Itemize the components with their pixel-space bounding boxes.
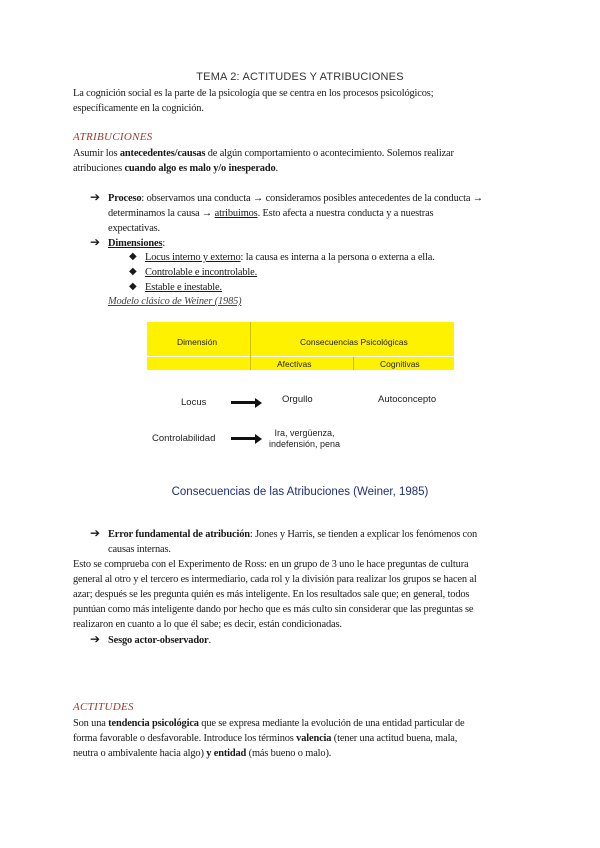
text-run: . Esto afecta a nuestra conducta y a nuestras	[257, 208, 434, 219]
text-run: de algún comportamiento o acontecimiento. Solemos realizar	[205, 148, 454, 159]
row-controlabilidad-afectiva	[257, 428, 352, 450]
dimension-item-estable: Estable e inestable.	[145, 282, 222, 293]
page-title: TEMA 2: ACTITUDES Y ATRIBUCIONES	[196, 71, 404, 83]
text-run: .	[208, 635, 211, 646]
actitudes-line-3	[73, 746, 331, 761]
text-run: Asumir los	[73, 148, 120, 159]
header-dimension: Dimensión	[177, 337, 218, 347]
text-run: :	[162, 238, 166, 249]
bold-term: tendencia psicológica	[108, 718, 199, 729]
ross-line-3: azar; después se les pregunta quién es más inteligente. En los resultados sale que; en general, todos	[73, 589, 470, 600]
arrow-bullet-icon: ➔	[90, 632, 101, 646]
bold-term: Dimensiones	[108, 238, 163, 249]
error-line-1	[108, 527, 477, 542]
ross-line-5: realizaron en cuanto a lo que él sabe; es decir, están condicionadas.	[73, 619, 342, 630]
bold-term: y entidad	[206, 748, 247, 759]
text-run: : Jones y Harris, se tienden a explicar los fenómenos con	[249, 529, 478, 540]
bold-term: Proceso	[108, 193, 142, 204]
right-arrow-icon	[231, 437, 257, 440]
section-heading-actitudes: ACTITUDES	[73, 701, 134, 713]
section-heading-atribuciones: ATRIBUCIONES	[73, 131, 153, 143]
atribuciones-paragraph-line-2	[73, 161, 278, 176]
arrow-bullet-icon: ➔	[90, 526, 101, 540]
header-cognitivas: Cognitivas	[380, 359, 420, 369]
right-arrow-icon	[231, 401, 257, 404]
text-run: que se expresa mediante la evolución de una entidad particular de	[198, 718, 465, 729]
intro-line-2: específicamente en la cognición.	[73, 103, 204, 114]
figure-divider	[353, 357, 354, 370]
text-run: : la causa es interna a la persona o externa a ella.	[240, 252, 435, 263]
diamond-bullet-icon: ◆	[129, 281, 137, 292]
proceso-line-3: expectativas.	[108, 223, 160, 234]
text-line: Ira, vergüenza,	[274, 428, 335, 438]
actitudes-line-2	[73, 731, 457, 746]
text-run: (tener una actitud buena, mala,	[331, 733, 458, 744]
dimension-item-controlable: Controlable e incontrolable.	[145, 267, 258, 278]
text-run: : observamos una conducta → consideramos posibles antecedentes de la conducta →	[141, 193, 484, 204]
arrow-bullet-icon: ➔	[90, 235, 101, 249]
text-run: (más bueno o malo).	[246, 748, 332, 759]
dimension-item-locus	[145, 250, 435, 265]
atribuciones-paragraph-line-1	[73, 146, 454, 161]
proceso-line-1	[108, 191, 483, 206]
text-run: .	[275, 163, 278, 174]
ross-line-4: puntúan como más inteligente dando por hecho que es más culto sin considerar que las preguntas se	[73, 604, 474, 615]
proceso-line-2	[108, 206, 433, 221]
text-run: forma favorable o desfavorable. Introduce los términos	[73, 733, 297, 744]
bold-term: cuando algo es malo y/o inesperado	[124, 163, 276, 174]
ross-line-2: general al otro y el tercero es intermediario, cada rol y la división para realizar los grupos se hacen al	[73, 574, 477, 585]
figure-caption: Consecuencias de las Atribuciones (Weiner, 1985)	[171, 486, 429, 498]
error-line-2: causas internas.	[108, 544, 171, 555]
bold-term: valencia	[296, 733, 332, 744]
text-run: neutra o ambivalente hacia algo)	[73, 748, 207, 759]
figure-divider	[250, 322, 251, 370]
diamond-bullet-icon: ◆	[129, 251, 137, 262]
text-run: determinamos la causa →	[108, 208, 215, 219]
model-reference: Modelo clásico de Weiner (1985)	[108, 296, 242, 307]
row-label-locus: Locus	[181, 397, 207, 408]
sesgo-line	[108, 633, 211, 648]
row-locus-cognitiva: Autoconcepto	[378, 394, 437, 405]
text-line: indefensión, pena	[268, 439, 341, 449]
header-consecuencias: Consecuencias Psicológicas	[300, 337, 408, 347]
actitudes-line-1	[73, 716, 464, 731]
text-run: atribuciones	[73, 163, 125, 174]
row-label-controlabilidad: Controlabilidad	[152, 433, 216, 444]
arrow-bullet-icon: ➔	[90, 190, 101, 204]
underlined-term: atribuimos	[214, 208, 258, 219]
bold-term: Error fundamental de atribución	[108, 529, 250, 540]
underlined-term: Locus interno y externo	[145, 252, 241, 263]
header-afectivas: Afectivas	[277, 359, 312, 369]
text-run: Son una	[73, 718, 109, 729]
intro-line-1: La cognición social es la parte de la psicología que se centra en los procesos psicológicos;	[73, 88, 434, 99]
bold-term: Sesgo actor-observador	[108, 635, 209, 646]
diamond-bullet-icon: ◆	[129, 266, 137, 277]
bold-term: antecedentes/causas	[119, 148, 206, 159]
ross-line-1: Esto se comprueba con el Experimento de Ross: en un grupo de 3 uno le hace preguntas de cultura	[73, 559, 469, 570]
row-locus-afectiva: Orgullo	[282, 394, 313, 405]
